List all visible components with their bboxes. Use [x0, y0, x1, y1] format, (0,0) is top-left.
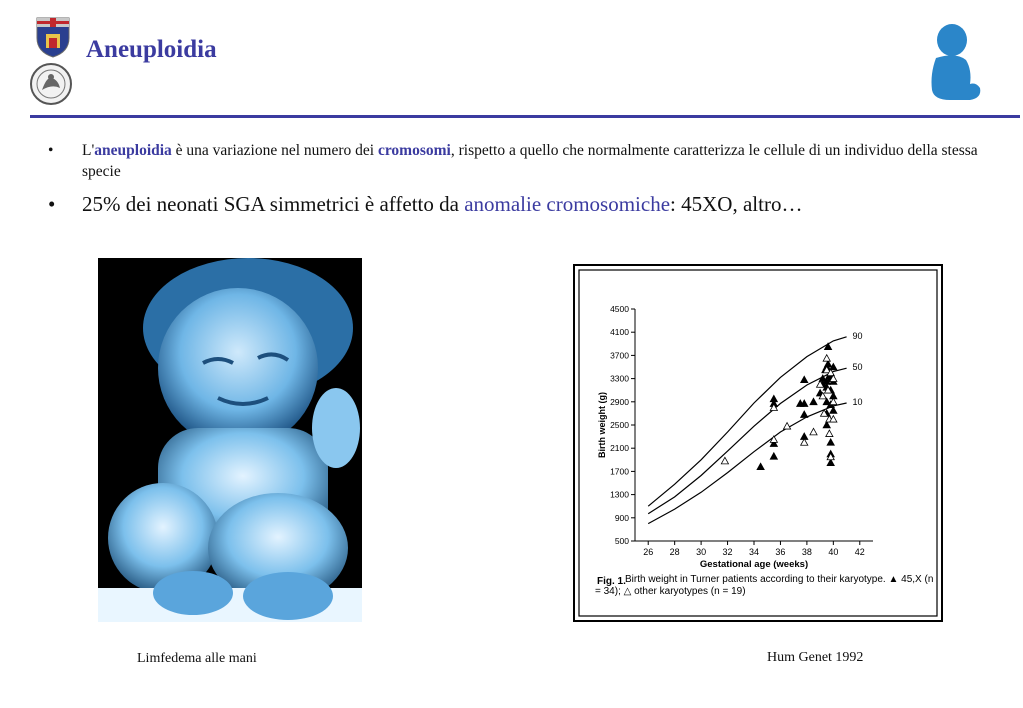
bullet-dot: • [48, 192, 56, 216]
y-tick-label: 900 [614, 512, 629, 523]
x-tick-label: 36 [775, 547, 786, 557]
x-tick-label: 28 [669, 547, 680, 557]
bullet-dot: • [48, 142, 54, 159]
bullet-text: 25% dei neonati SGA simmetrici è affetto da [82, 192, 465, 216]
x-tick-label: 42 [854, 547, 865, 557]
percentile-label: 10 [852, 396, 863, 407]
y-tick-label: 2500 [610, 420, 629, 430]
y-axis-label: Birth weight (g) [597, 392, 607, 458]
newborn-lymphedema-photo [98, 258, 362, 622]
fig-label: Fig. 1. [597, 576, 626, 587]
keyword-cromosomi: cromosomi [377, 142, 451, 159]
child-silhouette-icon [926, 22, 986, 102]
y-tick-label: 500 [614, 536, 629, 546]
y-tick-label: 1700 [610, 466, 629, 477]
percentile-label: 50 [852, 362, 863, 373]
bullet-text: è una variazione nel numero dei [171, 142, 378, 159]
x-tick-label: 30 [696, 547, 707, 557]
percentile-label: 90 [852, 330, 863, 341]
university-shield-logo [35, 16, 71, 58]
y-tick-label: 4500 [610, 304, 629, 314]
x-axis-label: Gestational age (weeks) [699, 559, 809, 570]
birth-weight-chart [573, 264, 943, 622]
figure-caption: Birth weight in Turner patients according to their karyotype. ▲ 45,X (n = 34); △ other karyotypes (n = 19) [595, 574, 934, 597]
x-tick-label: 40 [828, 547, 839, 557]
figure-caption-box [595, 574, 935, 608]
y-tick-label: 4100 [610, 327, 629, 338]
y-tick-label: 3700 [610, 350, 629, 361]
university-seal-logo [28, 62, 74, 106]
slide-title: Aneuploidia [86, 36, 217, 63]
photo-caption: Limfedema alle mani [137, 651, 257, 666]
x-tick-label: 26 [643, 547, 654, 557]
x-tick-label: 34 [748, 547, 760, 557]
x-tick-label: 32 [722, 547, 733, 557]
keyword-aneuploidia: aneuploidia [94, 142, 172, 159]
chart-source-caption: Hum Genet 1992 [767, 650, 864, 665]
bullet-text: : 45XO, altro… [670, 192, 803, 216]
title-divider [30, 115, 1020, 118]
y-tick-label: 3300 [610, 373, 629, 384]
y-tick-label: 2900 [610, 396, 629, 407]
y-tick-label: 2100 [610, 443, 629, 454]
keyword-anomalie-cromosomiche: anomalie cromosomiche [464, 192, 671, 216]
y-tick-label: 1300 [610, 489, 629, 500]
x-tick-label: 38 [801, 547, 812, 557]
bullet-text: , rispetto a quello che normalmente caratterizza le cellule di un individuo della stessa specie [82, 142, 978, 180]
bullet-text: L' [82, 142, 95, 159]
